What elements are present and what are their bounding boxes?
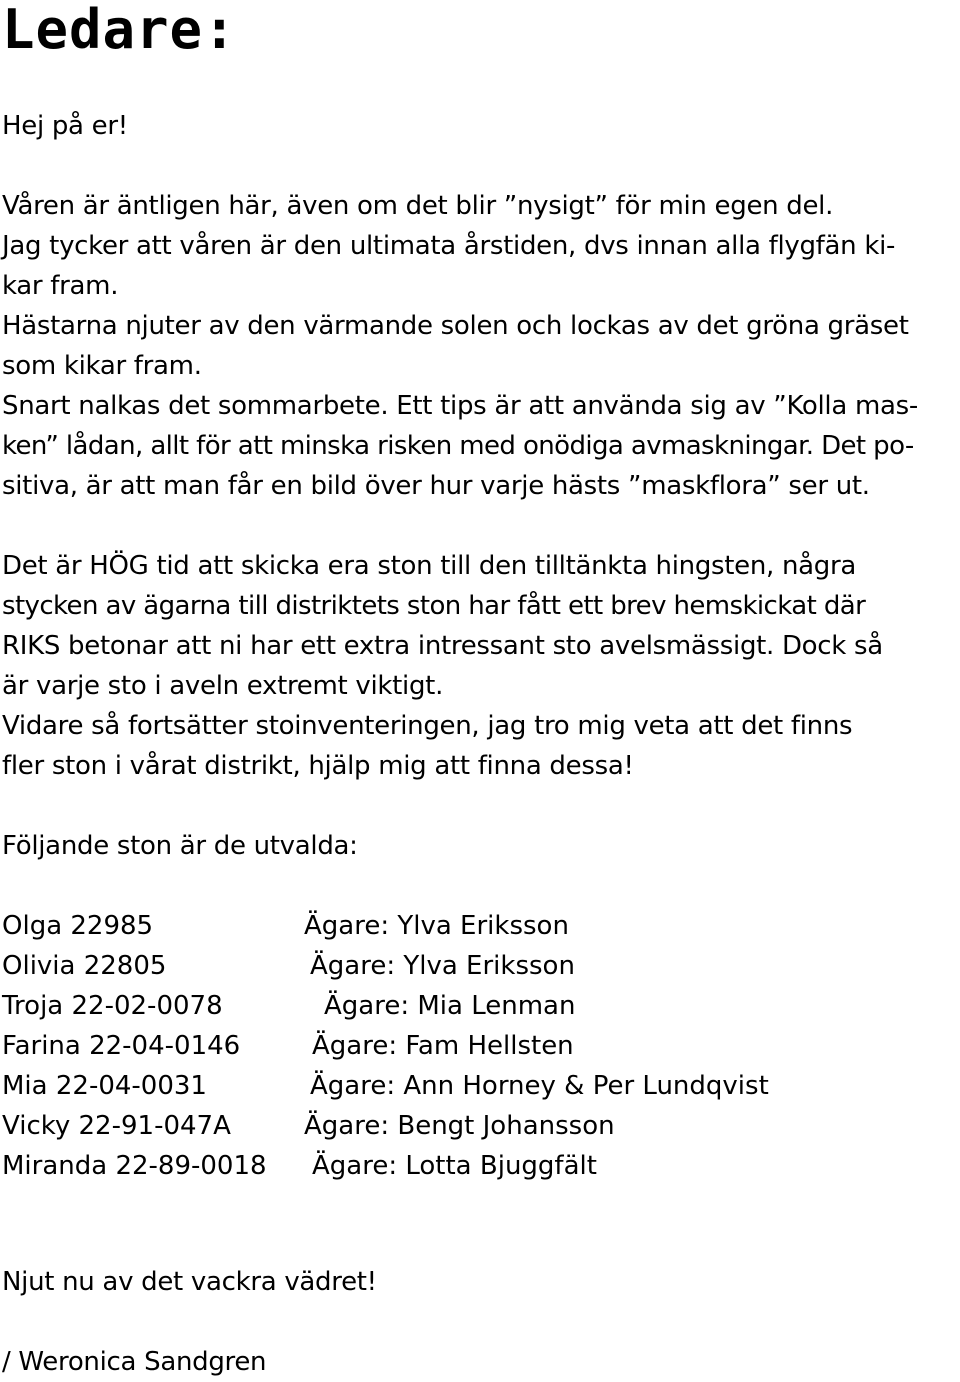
mare-owner: Ägare: Ylva Eriksson <box>310 951 575 981</box>
page-title: Ledare: <box>2 0 237 61</box>
mare-owner: Ägare: Fam Hellsten <box>312 1031 574 1061</box>
paragraph1-line: sitiva, är att man får en bild över hur varje hästs ”maskflora” ser ut. <box>2 471 870 501</box>
paragraph1-line: ken” lådan, allt för att minska risken med onödiga avmaskningar. Det po- <box>2 431 914 461</box>
paragraph1-line: som kikar fram. <box>2 351 202 381</box>
paragraph2-line: stycken av ägarna till distriktets ston har fått ett brev hemskickat där <box>2 591 866 621</box>
mare-owner: Ägare: Bengt Johansson <box>304 1111 615 1141</box>
mare-name: Farina 22-04-0146 <box>2 1031 241 1061</box>
signature: / Weronica Sandgren <box>2 1347 267 1377</box>
paragraph2-line: är varje sto i aveln extremt viktigt. <box>2 671 444 701</box>
mare-owner: Ägare: Ylva Eriksson <box>304 911 569 941</box>
paragraph2-line: RIKS betonar att ni har ett extra intressant sto avelsmässigt. Dock så <box>2 631 883 661</box>
mare-owner: Ägare: Lotta Bjuggfält <box>312 1151 597 1181</box>
mare-name: Vicky 22-91-047A <box>2 1111 231 1141</box>
paragraph2-line: Vidare så fortsätter stoinventeringen, jag tro mig veta att det finns <box>2 711 853 741</box>
mare-name: Troja 22-02-0078 <box>2 991 223 1021</box>
paragraph1-line: Jag tycker att våren är den ultimata årstiden, dvs innan alla flygfän ki- <box>2 231 896 261</box>
mare-name: Olivia 22805 <box>2 951 167 981</box>
mares-intro: Följande ston är de utvalda: <box>2 831 358 861</box>
paragraph1-line: Våren är äntligen här, även om det blir ”nysigt” för min egen del. <box>2 191 834 221</box>
mare-name: Mia 22-04-0031 <box>2 1071 207 1101</box>
mare-owner: Ägare: Mia Lenman <box>324 991 576 1021</box>
greeting: Hej på er! <box>2 111 128 141</box>
mare-name: Miranda 22-89-0018 <box>2 1151 267 1181</box>
paragraph2-line: fler ston i vårat distrikt, hjälp mig att finna dessa! <box>2 751 634 781</box>
mare-name: Olga 22985 <box>2 911 154 941</box>
paragraph1-line: Snart nalkas det sommarbete. Ett tips är att använda sig av ”Kolla mas- <box>2 391 918 421</box>
paragraph2-line: Det är HÖG tid att skicka era ston till den tilltänkta hingsten, några <box>2 551 857 581</box>
paragraph1-line: kar fram. <box>2 271 119 301</box>
closing-line: Njut nu av det vackra vädret! <box>2 1267 377 1297</box>
paragraph1-line: Hästarna njuter av den värmande solen och lockas av det gröna gräset <box>2 311 909 341</box>
mare-owner: Ägare: Ann Horney & Per Lundqvist <box>310 1071 769 1101</box>
